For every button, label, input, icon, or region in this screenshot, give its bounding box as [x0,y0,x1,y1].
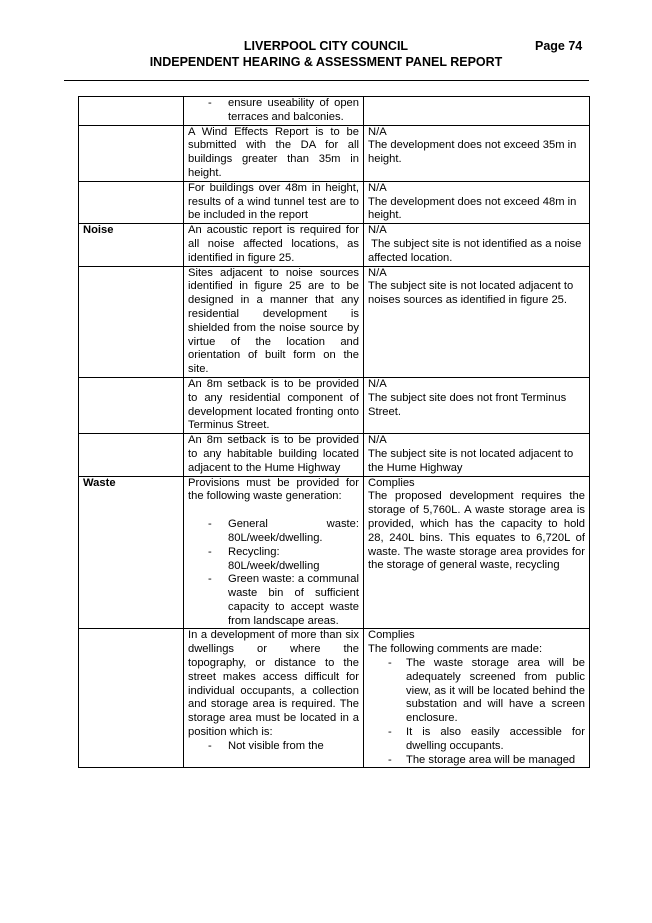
status-text: N/A [368,224,387,237]
response-text: The proposed development requires the storage of 5,760L. A waste storage area is provided, which has the capacity to hold 28, 240L bins. This equates to 6,720L of waste. The waste storage area provides for the storage of general waste, recycling [368,490,585,572]
response-cell [364,97,590,126]
response-text: The subject site is not located adjacent to noises sources as identified in figure 25. [368,280,574,307]
response-cell [364,377,590,433]
table-row [79,629,590,768]
status-text: Complies [368,629,415,642]
status-text: N/A [368,434,387,447]
response-text: The subject site is not identified as a noise affected location. [368,237,585,264]
category-cell [79,181,184,223]
header-rule [64,80,589,81]
category-cell [79,434,184,476]
table-row [79,377,590,433]
response-bullet: - The waste storage area will be adequately screened from public view, as it will be located behind the substation and will have a screen enclosure. [368,657,585,726]
category-cell [79,629,184,768]
compliance-table [78,96,590,768]
requirement-cell: An 8m setback is to be provided to any residential component of development located fronting onto Terminus Street. [184,377,364,433]
requirement-cell [184,476,364,629]
table-row [79,266,590,377]
requirement-cell: For buildings over 48m in height, results of a wind tunnel test are to be included in the report [184,181,364,223]
requirement-text: In a development of more than six dwellings or where the topography, or distance to the street makes access difficult for individual occupants, a collection and storage area is required. The storage area must be located in a position which is: [188,629,359,739]
status-text: N/A [368,181,387,194]
requirement-bullet: - General waste: 80L/week/dwelling. [188,518,359,546]
status-text: N/A [368,377,387,390]
response-text: The development does not exceed 35m in height. [368,139,577,166]
response-text: The following comments are made: [368,643,543,656]
requirement-text: Provisions must be provided for the following waste generation: [188,476,359,503]
response-cell [364,434,590,476]
requirement-cell [184,629,364,768]
requirement-bullet: - Green waste: a communal waste bin of sufficient capacity to accept waste from landscape areas. [188,573,359,628]
requirement-bullet: - Not visible from the [188,740,359,754]
requirement-cell [184,97,364,126]
status-text: Complies [368,476,415,489]
table-row [79,476,590,629]
category-cell [79,125,184,181]
spacer [188,504,359,518]
response-cell [364,476,590,629]
response-cell [364,266,590,377]
response-text: The subject site does not front Terminus Street. [368,391,567,418]
status-text: N/A [368,266,387,279]
table-row [79,125,590,181]
requirement-cell: Sites adjacent to noise sources identified in figure 25 are to be designed in a manner that any residential development is shielded from the noise source by virtue of the location and orientation of built form on the site. [184,266,364,377]
category-cell: Waste [79,476,184,629]
response-text: The subject site is not located adjacent to the Hume Highway [368,447,574,474]
requirement-cell: An 8m setback is to be provided to any habitable building located adjacent to the Hume Highway [184,434,364,476]
table-row [79,97,590,126]
requirement-cell: A Wind Effects Report is to be submitted with the DA for all buildings greater than 35m in height. [184,125,364,181]
table-row [79,181,590,223]
response-cell [364,224,590,266]
response-text: The development does not exceed 48m in height. [368,195,577,222]
category-cell [79,377,184,433]
page-number: Page 74 [535,39,583,53]
requirement-bullet: - ensure useability of open terraces and balconies. [188,97,359,125]
category-cell: Noise [79,224,184,266]
category-cell [79,266,184,377]
report-title: INDEPENDENT HEARING & ASSESSMENT PANEL REPORT [149,55,503,69]
council-name: LIVERPOOL CITY COUNCIL [243,39,409,53]
table-row [79,434,590,476]
table-row [79,224,590,266]
category-cell [79,97,184,126]
response-cell [364,181,590,223]
requirement-bullet: - Recycling: 80L/week/dwelling [188,546,359,574]
response-bullet: - It is also easily accessible for dwelling occupants. [368,726,585,754]
requirement-cell: An acoustic report is required for all noise affected locations, as identified in figure 25. [184,224,364,266]
response-bullet: - The storage area will be managed [368,754,585,768]
response-cell [364,125,590,181]
status-text: N/A [368,125,387,138]
response-cell [364,629,590,768]
